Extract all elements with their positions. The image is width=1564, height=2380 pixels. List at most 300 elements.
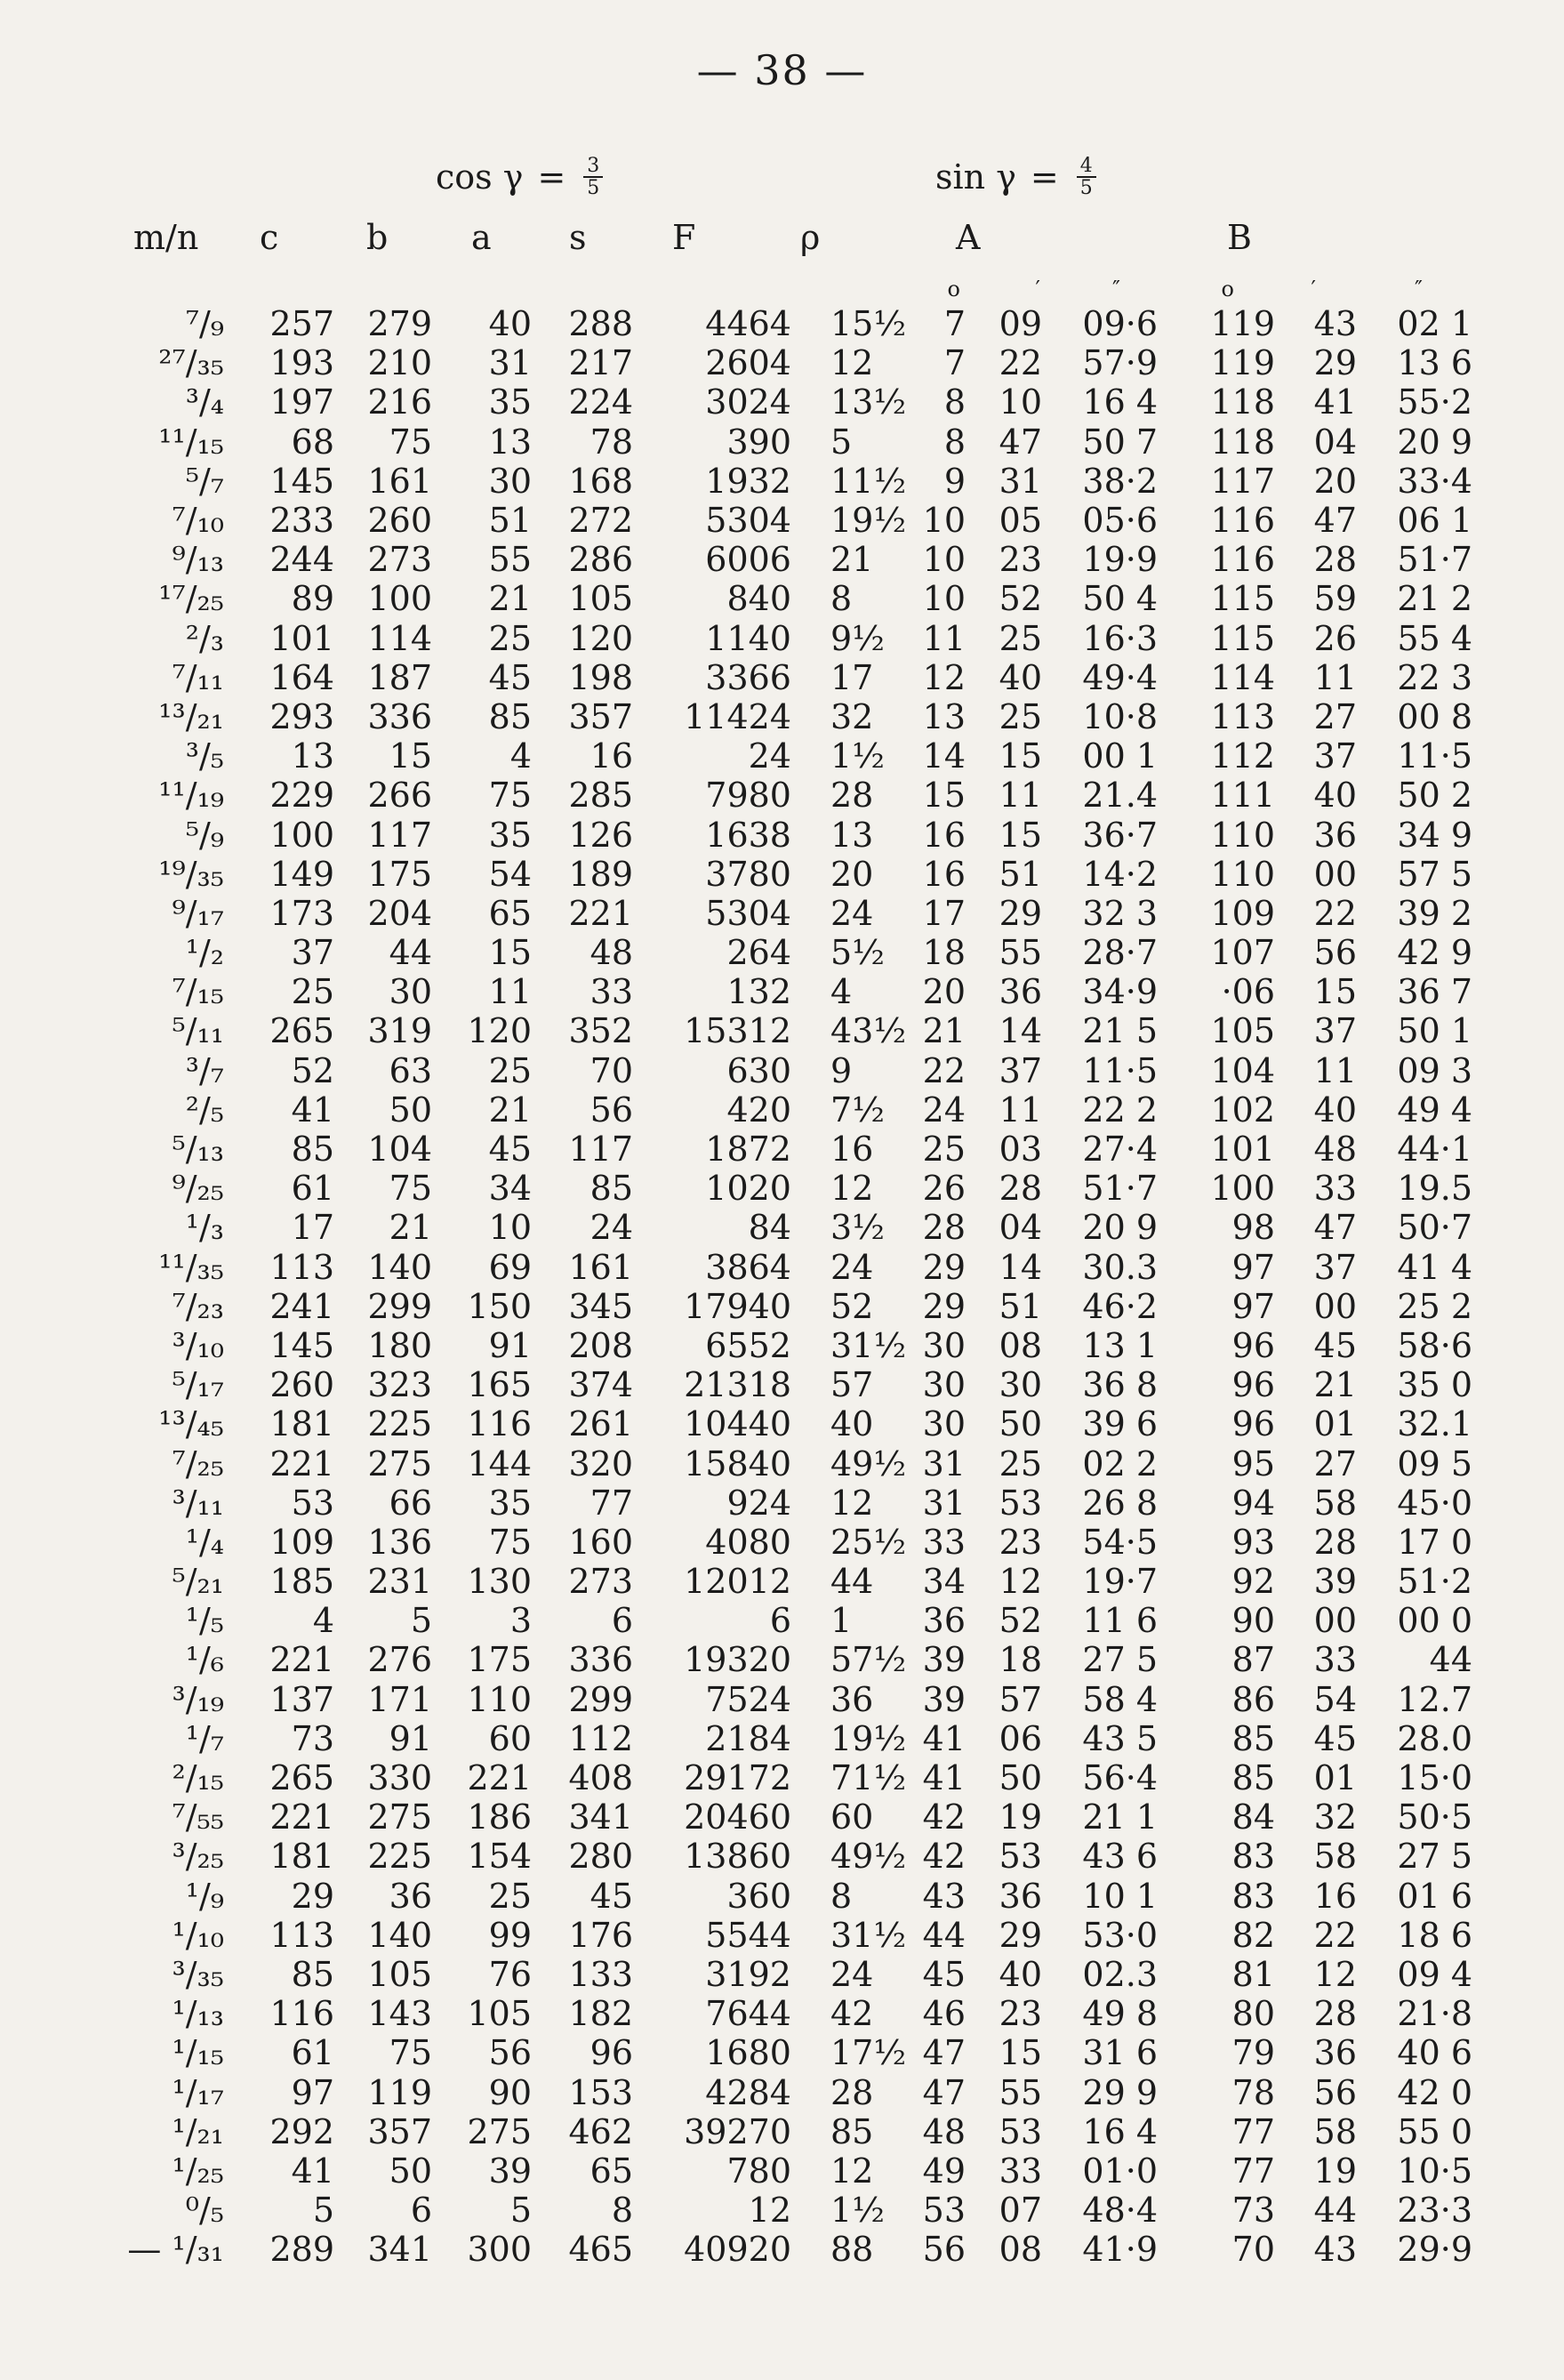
c-cell: 37 [291, 933, 334, 973]
table-row [117, 1562, 1472, 1601]
B-seconds-cell: 55 0 [1397, 2111, 1472, 2151]
rho-cell: 32 [830, 696, 874, 736]
A-degrees-cell: 39 [922, 1679, 966, 1719]
table-row [117, 1483, 1472, 1523]
rho-cell: 49½ [830, 1443, 907, 1483]
A-minutes-cell: 51 [999, 854, 1042, 894]
mn-cell: ⁵/₇ [185, 461, 224, 501]
b-cell: 273 [367, 540, 432, 580]
a-cell: 75 [488, 776, 532, 816]
table-row [117, 540, 1472, 579]
B-seconds-cell: 41 4 [1397, 1247, 1472, 1287]
A-seconds-cell: 28·7 [1082, 933, 1158, 973]
A-minutes-cell: 33 [999, 2151, 1042, 2191]
s-cell: 16 [590, 736, 633, 776]
A-seconds-cell: 30.3 [1082, 1247, 1158, 1287]
F-cell: 5304 [705, 501, 791, 541]
c-cell: 241 [269, 1286, 334, 1326]
A-seconds-cell: 02 2 [1082, 1443, 1158, 1483]
A-seconds-cell: 10 1 [1082, 1876, 1158, 1916]
a-cell: 35 [488, 382, 532, 422]
c-cell: 41 [291, 1089, 334, 1130]
A-minutes-cell: 37 [999, 1050, 1042, 1090]
A-minutes-cell: 14 [999, 1247, 1042, 1287]
table-row [117, 2191, 1472, 2230]
A-degrees-cell: 16 [922, 815, 966, 855]
table-row [117, 933, 1472, 972]
a-cell: 40 [488, 304, 532, 344]
unit-B-degrees: o [1221, 277, 1234, 302]
A-minutes-cell: 19 [999, 1797, 1042, 1837]
B-minutes-cell: 56 [1313, 933, 1357, 973]
A-degrees-cell: 42 [922, 1837, 966, 1877]
F-cell: 21318 [684, 1365, 791, 1405]
B-seconds-cell: 00 0 [1397, 1601, 1472, 1641]
A-degrees-cell: 24 [922, 1089, 966, 1130]
B-seconds-cell: 58·6 [1397, 1325, 1472, 1365]
A-degrees-cell: 34 [922, 1562, 966, 1602]
B-degrees-cell: 77 [1231, 2151, 1275, 2191]
A-minutes-cell: 57 [999, 1679, 1042, 1719]
s-cell: 345 [568, 1286, 633, 1326]
F-cell: 39270 [684, 2111, 791, 2151]
table-row [117, 1365, 1472, 1404]
c-cell: 52 [291, 1050, 334, 1090]
table-row [117, 1130, 1472, 1169]
A-degrees-cell: 22 [922, 1050, 966, 1090]
rho-cell: 40 [830, 1404, 874, 1444]
mn-cell: ¹/₆ [185, 1640, 224, 1680]
c-cell: 193 [269, 343, 334, 383]
F-cell: 12012 [684, 1562, 791, 1602]
B-degrees-cell: 98 [1231, 1208, 1275, 1248]
cos-gamma-formula [436, 149, 603, 205]
A-seconds-cell: 43 5 [1082, 1718, 1158, 1758]
A-seconds-cell: 32 3 [1082, 893, 1158, 933]
A-seconds-cell: 43 6 [1082, 1837, 1158, 1877]
rho-cell: 12 [830, 1169, 874, 1209]
b-cell: 330 [367, 1758, 432, 1798]
b-cell: 36 [389, 1876, 432, 1916]
rho-cell: 12 [830, 2151, 874, 2191]
s-cell: 224 [568, 382, 633, 422]
A-degrees-cell: 41 [922, 1758, 966, 1798]
A-seconds-cell: 20 9 [1082, 1208, 1158, 1248]
A-minutes-cell: 05 [999, 501, 1042, 541]
B-degrees-cell: 77 [1231, 2111, 1275, 2151]
B-degrees-cell: 93 [1231, 1522, 1275, 1562]
B-minutes-cell: 36 [1313, 2033, 1357, 2073]
A-minutes-cell: 08 [999, 1325, 1042, 1365]
B-degrees-cell: 119 [1210, 343, 1275, 383]
a-cell: 51 [488, 501, 532, 541]
rho-cell: 5 [830, 422, 853, 462]
A-degrees-cell: 13 [922, 696, 966, 736]
mn-cell: — ¹/₃₁ [127, 2230, 224, 2270]
b-cell: 104 [367, 1130, 432, 1170]
A-minutes-cell: 52 [999, 1601, 1042, 1641]
rho-cell: 12 [830, 343, 874, 383]
unit-A-degrees: o [947, 277, 960, 302]
B-minutes-cell: 26 [1313, 618, 1357, 658]
rho-cell: 28 [830, 2072, 874, 2112]
table-row [117, 619, 1472, 658]
a-cell: 25 [488, 1876, 532, 1916]
A-degrees-cell: 41 [922, 1718, 966, 1758]
a-cell: 3 [509, 1601, 532, 1641]
B-minutes-cell: 32 [1313, 1797, 1357, 1837]
equals-sign: = [537, 157, 566, 197]
s-cell: 198 [568, 657, 633, 697]
A-minutes-cell: 18 [999, 1640, 1042, 1680]
c-cell: 173 [269, 893, 334, 933]
A-seconds-cell: 39 6 [1082, 1404, 1158, 1444]
b-cell: 175 [367, 854, 432, 894]
mn-cell: ⁵/₂₁ [172, 1562, 224, 1602]
B-seconds-cell: 50 2 [1397, 776, 1472, 816]
B-minutes-cell: 44 [1313, 2191, 1357, 2231]
table-row [117, 2151, 1472, 2191]
mn-cell: ¹/₂₅ [172, 2151, 224, 2191]
A-degrees-cell: 53 [922, 2191, 966, 2231]
A-seconds-cell: 21.4 [1082, 776, 1158, 816]
B-minutes-cell: 58 [1313, 2111, 1357, 2151]
table-row [117, 2112, 1472, 2151]
b-cell: 50 [389, 1089, 432, 1130]
B-degrees-cell: 105 [1210, 1011, 1275, 1051]
A-minutes-cell: 55 [999, 2072, 1042, 2112]
B-minutes-cell: 28 [1313, 540, 1357, 580]
A-minutes-cell: 09 [999, 304, 1042, 344]
B-minutes-cell: 28 [1313, 1994, 1357, 2034]
b-cell: 319 [367, 1011, 432, 1051]
F-cell: 132 [726, 972, 791, 1012]
B-minutes-cell: 48 [1313, 1130, 1357, 1170]
a-cell: 91 [488, 1325, 532, 1365]
mn-cell: ³/₁₀ [172, 1325, 224, 1365]
b-cell: 323 [367, 1365, 432, 1405]
F-cell: 5544 [705, 1915, 791, 1955]
table-row [117, 1248, 1472, 1287]
F-cell: 3864 [705, 1247, 791, 1287]
a-cell: 30 [488, 461, 532, 501]
a-cell: 116 [467, 1404, 532, 1444]
rho-cell: 12 [830, 1483, 874, 1523]
B-seconds-cell: 36 7 [1397, 972, 1472, 1012]
mn-cell: ¹³/₂₁ [158, 696, 224, 736]
F-cell: 2604 [705, 343, 791, 383]
A-degrees-cell: 12 [922, 657, 966, 697]
a-cell: 120 [467, 1011, 532, 1051]
B-seconds-cell: 29·9 [1397, 2230, 1472, 2270]
B-minutes-cell: 33 [1313, 1169, 1357, 1209]
B-minutes-cell: 58 [1313, 1837, 1357, 1877]
s-cell: 272 [568, 501, 633, 541]
s-cell: 408 [568, 1758, 633, 1798]
A-degrees-cell: 49 [922, 2151, 966, 2191]
B-seconds-cell: 15·0 [1397, 1758, 1472, 1798]
s-cell: 208 [568, 1325, 633, 1365]
B-seconds-cell: 22 3 [1397, 657, 1472, 697]
a-cell: 99 [488, 1915, 532, 1955]
rho-cell: 71½ [830, 1758, 907, 1798]
table-row [117, 1837, 1472, 1876]
A-degrees-cell: 7 [943, 304, 966, 344]
B-degrees-cell: 110 [1210, 815, 1275, 855]
b-cell: 119 [367, 2072, 432, 2112]
mn-cell: ⁷/₁₅ [172, 972, 224, 1012]
A-minutes-cell: 14 [999, 1011, 1042, 1051]
s-cell: 465 [568, 2230, 633, 2270]
B-minutes-cell: 22 [1313, 1915, 1357, 1955]
A-minutes-cell: 04 [999, 1208, 1042, 1248]
c-cell: 100 [269, 815, 334, 855]
c-cell: 137 [269, 1679, 334, 1719]
rho-cell: 42 [830, 1994, 874, 2034]
A-minutes-cell: 08 [999, 2230, 1042, 2270]
A-minutes-cell: 40 [999, 1954, 1042, 1994]
s-cell: 273 [568, 1562, 633, 1602]
c-cell: 25 [291, 972, 334, 1012]
c-cell: 41 [291, 2151, 334, 2191]
s-cell: 105 [568, 579, 633, 619]
a-cell: 39 [488, 2151, 532, 2191]
a-cell: 10 [488, 1208, 532, 1248]
c-cell: 221 [269, 1797, 334, 1837]
A-degrees-cell: 31 [922, 1483, 966, 1523]
B-seconds-cell: 09 5 [1397, 1443, 1472, 1483]
c-cell: 89 [291, 579, 334, 619]
A-minutes-cell: 52 [999, 579, 1042, 619]
B-minutes-cell: 22 [1313, 893, 1357, 933]
rho-cell: 9½ [830, 618, 886, 658]
table-row [117, 462, 1472, 501]
A-minutes-cell: 23 [999, 1522, 1042, 1562]
A-seconds-cell: 00 1 [1082, 736, 1158, 776]
B-degrees-cell: 114 [1210, 657, 1275, 697]
c-cell: 293 [269, 696, 334, 736]
A-minutes-cell: 25 [999, 1443, 1042, 1483]
mn-cell: ⁰/₅ [185, 2191, 224, 2231]
B-minutes-cell: 04 [1313, 422, 1357, 462]
c-cell: 265 [269, 1758, 334, 1798]
s-cell: 288 [568, 304, 633, 344]
a-cell: 186 [467, 1797, 532, 1837]
A-seconds-cell: 21 5 [1082, 1011, 1158, 1051]
fraction-numerator: 4 [1077, 156, 1096, 178]
a-cell: 35 [488, 815, 532, 855]
A-minutes-cell: 31 [999, 461, 1042, 501]
unit-A-minutes: ′ [1035, 277, 1040, 302]
c-cell: 181 [269, 1404, 334, 1444]
A-degrees-cell: 14 [922, 736, 966, 776]
b-cell: 336 [367, 696, 432, 736]
F-cell: 4080 [705, 1522, 791, 1562]
A-degrees-cell: 9 [943, 461, 966, 501]
B-seconds-cell: 34 9 [1397, 815, 1472, 855]
a-cell: 75 [488, 1522, 532, 1562]
F-cell: 19320 [684, 1640, 791, 1680]
rho-cell: 31½ [830, 1915, 907, 1955]
s-cell: 96 [590, 2033, 633, 2073]
A-seconds-cell: 36 8 [1082, 1365, 1158, 1405]
c-cell: 244 [269, 540, 334, 580]
A-minutes-cell: 15 [999, 815, 1042, 855]
A-minutes-cell: 40 [999, 657, 1042, 697]
s-cell: 189 [568, 854, 633, 894]
table-row [117, 1287, 1472, 1326]
mn-cell: ¹/₂ [185, 933, 224, 973]
s-cell: 182 [568, 1994, 633, 2034]
sin-gamma-fraction [1077, 156, 1096, 198]
mn-cell: ⁷/₁₁ [172, 657, 224, 697]
A-minutes-cell: 23 [999, 1994, 1042, 2034]
F-cell: 4464 [705, 304, 791, 344]
a-cell: 144 [467, 1443, 532, 1483]
header-A: A [956, 218, 981, 257]
rho-cell: 36 [830, 1679, 874, 1719]
A-minutes-cell: 53 [999, 1837, 1042, 1877]
A-degrees-cell: 47 [922, 2072, 966, 2112]
b-cell: 105 [367, 1954, 432, 1994]
B-minutes-cell: 12 [1313, 1954, 1357, 1994]
rho-cell: 19½ [830, 1718, 907, 1758]
c-cell: 185 [269, 1562, 334, 1602]
B-minutes-cell: 00 [1313, 854, 1357, 894]
F-cell: 1140 [705, 618, 791, 658]
B-degrees-cell: 118 [1210, 382, 1275, 422]
a-cell: 76 [488, 1954, 532, 1994]
a-cell: 221 [467, 1758, 532, 1798]
A-seconds-cell: 21 1 [1082, 1797, 1158, 1837]
B-degrees-cell: 81 [1231, 1954, 1275, 1994]
A-seconds-cell: 09·6 [1082, 304, 1158, 344]
A-degrees-cell: 15 [922, 776, 966, 816]
mn-cell: ⁷/₁₀ [172, 501, 224, 541]
A-minutes-cell: 50 [999, 1758, 1042, 1798]
F-cell: 20460 [684, 1797, 791, 1837]
A-seconds-cell: 16 4 [1082, 382, 1158, 422]
rho-cell: 52 [830, 1286, 874, 1326]
c-cell: 257 [269, 304, 334, 344]
A-degrees-cell: 36 [922, 1601, 966, 1641]
c-cell: 61 [291, 2033, 334, 2073]
s-cell: 112 [568, 1718, 633, 1758]
A-minutes-cell: 36 [999, 1876, 1042, 1916]
B-minutes-cell: 36 [1313, 815, 1357, 855]
F-cell: 264 [726, 933, 791, 973]
B-minutes-cell: 43 [1313, 2230, 1357, 2270]
A-degrees-cell: 44 [922, 1915, 966, 1955]
F-cell: 3192 [705, 1954, 791, 1994]
table-row [117, 815, 1472, 854]
table-row [117, 855, 1472, 894]
s-cell: 77 [590, 1483, 633, 1523]
c-cell: 197 [269, 382, 334, 422]
s-cell: 126 [568, 815, 633, 855]
header-a: a [471, 218, 492, 257]
A-seconds-cell: 31 6 [1082, 2033, 1158, 2073]
rho-cell: 13 [830, 815, 874, 855]
B-seconds-cell: 51·2 [1397, 1562, 1472, 1602]
F-cell: 360 [726, 1876, 791, 1916]
rho-cell: 1½ [830, 2191, 886, 2231]
B-seconds-cell: 33·4 [1397, 461, 1472, 501]
A-seconds-cell: 49 8 [1082, 1994, 1158, 2034]
b-cell: 50 [389, 2151, 432, 2191]
A-seconds-cell: 29 9 [1082, 2072, 1158, 2112]
mn-cell: ¹¹/₁₉ [158, 776, 224, 816]
A-minutes-cell: 25 [999, 618, 1042, 658]
page-number: — 38 — [696, 46, 868, 94]
table-row [117, 776, 1472, 815]
B-minutes-cell: 01 [1313, 1758, 1357, 1798]
B-degrees-cell: 97 [1231, 1286, 1275, 1326]
b-cell: 210 [367, 343, 432, 383]
mn-cell: ¹⁹/₃₅ [158, 854, 224, 894]
rho-cell: 17 [830, 657, 874, 697]
F-cell: 840 [726, 579, 791, 619]
mn-cell: ²/₁₅ [172, 1758, 224, 1798]
mn-cell: ³/₅ [185, 736, 224, 776]
A-seconds-cell: 16·3 [1082, 618, 1158, 658]
c-cell: 68 [291, 422, 334, 462]
B-degrees-cell: 86 [1231, 1679, 1275, 1719]
B-degrees-cell: 95 [1231, 1443, 1275, 1483]
A-degrees-cell: 7 [943, 343, 966, 383]
B-degrees-cell: 102 [1210, 1089, 1275, 1130]
B-minutes-cell: 00 [1313, 1601, 1357, 1641]
A-minutes-cell: 53 [999, 1483, 1042, 1523]
B-seconds-cell: 27 5 [1397, 1837, 1472, 1877]
B-seconds-cell: 55 4 [1397, 618, 1472, 658]
B-degrees-cell: 109 [1210, 893, 1275, 933]
a-cell: 150 [467, 1286, 532, 1326]
A-seconds-cell: 16 4 [1082, 2111, 1158, 2151]
rho-cell: 5½ [830, 933, 886, 973]
a-cell: 31 [488, 343, 532, 383]
a-cell: 65 [488, 893, 532, 933]
B-minutes-cell: 20 [1313, 461, 1357, 501]
s-cell: 261 [568, 1404, 633, 1444]
mn-cell: ⁵/₁₇ [172, 1365, 224, 1405]
a-cell: 13 [488, 422, 532, 462]
B-seconds-cell: 49 4 [1397, 1089, 1472, 1130]
a-cell: 105 [467, 1994, 532, 2034]
B-seconds-cell: 09 4 [1397, 1954, 1472, 1994]
b-cell: 187 [367, 657, 432, 697]
A-minutes-cell: 22 [999, 343, 1042, 383]
a-cell: 154 [467, 1837, 532, 1877]
b-cell: 140 [367, 1915, 432, 1955]
b-cell: 276 [367, 1640, 432, 1680]
A-seconds-cell: 50 4 [1082, 579, 1158, 619]
A-degrees-cell: 43 [922, 1876, 966, 1916]
B-degrees-cell: 82 [1231, 1915, 1275, 1955]
B-seconds-cell: 09 3 [1397, 1050, 1472, 1090]
B-degrees-cell: 78 [1231, 2072, 1275, 2112]
a-cell: 35 [488, 1483, 532, 1523]
A-degrees-cell: 30 [922, 1325, 966, 1365]
A-seconds-cell: 36·7 [1082, 815, 1158, 855]
b-cell: 66 [389, 1483, 432, 1523]
sin-gamma-label: sin γ [935, 157, 1016, 197]
a-cell: 130 [467, 1562, 532, 1602]
A-degrees-cell: 11 [922, 618, 966, 658]
table-row [117, 2033, 1472, 2072]
b-cell: 100 [367, 579, 432, 619]
b-cell: 75 [389, 1169, 432, 1209]
